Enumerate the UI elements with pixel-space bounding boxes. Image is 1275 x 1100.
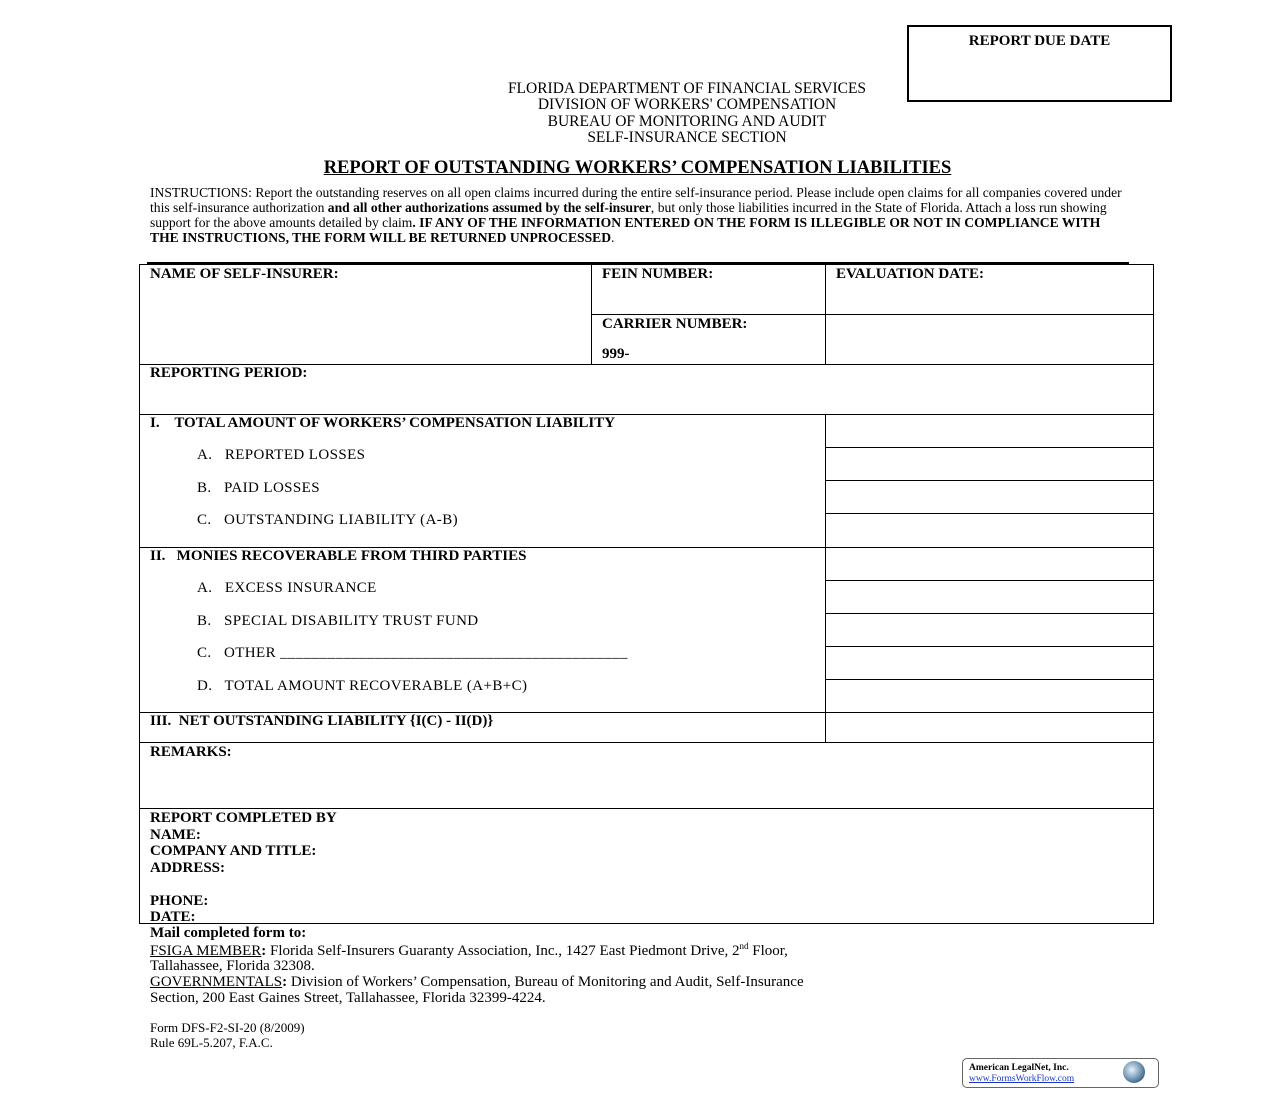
gov-label: GOVERNMENTALS (150, 974, 283, 990)
form-number: Form DFS-F2-SI-20 (8/2009) (150, 1020, 305, 1035)
remarks-field[interactable] (140, 763, 1152, 807)
colon: : (282, 974, 288, 990)
american-legalnet-badge[interactable] (962, 1058, 1159, 1088)
form-title: REPORT OF OUTSTANDING WORKERS’ COMPENSATION LIABILITIES (323, 158, 952, 178)
header-line-4: SELF-INSURANCE SECTION (587, 129, 787, 146)
report-completed-by (150, 810, 337, 926)
self-insurer-name-label: NAME OF SELF-INSURER: (150, 266, 339, 282)
completed-heading: REPORT COMPLETED BY (150, 810, 337, 826)
reporting-period-field[interactable] (140, 385, 1152, 413)
fsiga-text: Florida Self-Insurers Guaranty Association, Inc., 1427 East Piedmont Drive, 2 (266, 943, 740, 959)
rule-number: Rule 69L-5.207, F.A.C. (150, 1035, 273, 1050)
section-1-item-c: C. OUTSTANDING LIABILITY (A-B) (197, 512, 459, 528)
completed-company-label: COMPANY AND TITLE: (150, 843, 317, 859)
evaluation-date-label: EVALUATION DATE: (836, 266, 984, 282)
section-1-item-b: B. PAID LOSSES (197, 480, 320, 496)
fein-field[interactable] (592, 285, 824, 313)
instructions-text-2: , but only those liabilities incurred in the State of Florida. Attach a loss run showing support for the above amounts detailed by claim (150, 200, 1107, 230)
completed-phone-label: PHONE: (150, 892, 209, 909)
section-1-item-a: A. REPORTED LOSSES (197, 447, 366, 463)
fein-label: FEIN NUMBER: (602, 266, 714, 282)
gov-address (150, 974, 804, 991)
instructions (150, 185, 1130, 245)
carrier-number-label: CARRIER NUMBER: (602, 316, 748, 332)
mail-heading: Mail completed form to: (150, 925, 307, 941)
instructions-text-1: INSTRUCTIONS: Report the outstanding reserves on all open claims incurred during the entire self-insurance period. Please include open claims for all companies covered under this self-insurance authorization (150, 185, 1122, 215)
report-due-date-label: REPORT DUE DATE (968, 33, 1111, 49)
completed-date-label: DATE: (150, 909, 196, 925)
completed-address-label: ADDRESS: (150, 859, 226, 876)
section-2-item-b: B. SPECIAL DISABILITY TRUST FUND (197, 613, 479, 629)
fsiga-sup: nd (739, 941, 749, 951)
section-1-heading: I. TOTAL AMOUNT OF WORKERS’ COMPENSATION LIABILITY (150, 415, 616, 431)
self-insurer-name-field[interactable] (140, 285, 590, 363)
fsiga-text-2: Floor, (748, 943, 788, 959)
badge-name: American LegalNet, Inc. (969, 1063, 1069, 1073)
completed-name-label: NAME: (150, 826, 201, 843)
carrier-number-value[interactable]: 999- (602, 346, 630, 362)
section-2-item-d: D. TOTAL AMOUNT RECOVERABLE (A+B+C) (197, 678, 528, 694)
instructions-end: . (611, 230, 615, 245)
instructions-bold-1: and all other authorizations assumed by the self-insurer (327, 200, 651, 215)
carrier-side-field[interactable] (826, 315, 1152, 363)
gov-text: Division of Workers’ Compensation, Bureau of Monitoring and Audit, Self-Insurance (287, 974, 804, 990)
fsiga-address-line-2: Tallahassee, Florida 32308. (150, 958, 315, 974)
reporting-period-label: REPORTING PERIOD: (150, 365, 308, 381)
section-2-heading: II. MONIES RECOVERABLE FROM THIRD PARTIES (150, 548, 527, 564)
colon: : (261, 943, 267, 959)
section-2-item-c: C. OTHER ____________________________________________ (197, 645, 628, 661)
header-line-3: BUREAU OF MONITORING AND AUDIT (547, 113, 827, 130)
remarks-label: REMARKS: (150, 744, 232, 760)
fsiga-label: FSIGA MEMBER (150, 943, 262, 959)
section-2-item-a: A. EXCESS INSURANCE (197, 580, 377, 596)
badge-url[interactable]: www.FormsWorkFlow.com (969, 1074, 1075, 1084)
evaluation-date-field[interactable] (826, 285, 1152, 313)
header-line-1: FLORIDA DEPARTMENT OF FINANCIAL SERVICES (507, 80, 867, 97)
header-line-2: DIVISION OF WORKERS' COMPENSATION (537, 96, 837, 113)
globe-icon (1123, 1061, 1145, 1083)
gov-address-line-2: Section, 200 East Gaines Street, Tallahassee, Florida 32399-4224. (150, 990, 546, 1006)
instructions-bold-2: . IF ANY OF THE INFORMATION ENTERED ON THE FORM IS ILLEGIBLE OR NOT IN COMPLIANCE WITH THE INSTRUCTIONS, THE FORM WILL BE RETURNED UNPROCESSED (150, 215, 1101, 245)
section-3-heading: III. NET OUTSTANDING LIABILITY {I(C) - II(D)} (150, 713, 494, 729)
